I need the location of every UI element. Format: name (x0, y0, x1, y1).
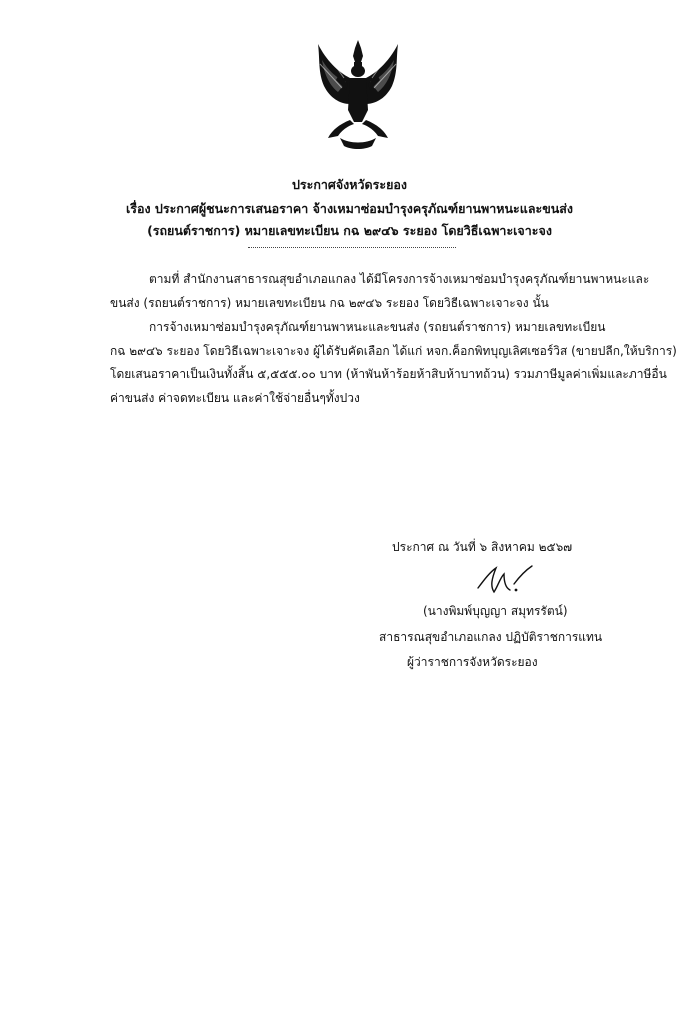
handwritten-signature-icon (470, 558, 560, 600)
signer-name: (นางพิมพ์บุญญา สมุทรรัตน์) (423, 604, 568, 618)
paragraph-line: ตามที่ สำนักงานสาธารณสุขอำเภอแกลง ได้มีโครงการจ้างเหมาซ่อมบำรุงครุภัณฑ์ยานพาหนะและ (149, 272, 650, 286)
signer-authority: ผู้ว่าราชการจังหวัดระยอง (407, 655, 538, 669)
paragraph-1 (110, 268, 650, 315)
subject-line-1: เรื่อง ประกาศผู้ชนะการเสนอราคา จ้างเหมาซ่อมบำรุงครุภัณฑ์ยานพาหนะและขนส่ง (125, 201, 574, 216)
paragraph-line: กฉ ๒๙๔๖ ระยอง โดยวิธีเฉพาะเจาะจง ผู้ได้รับคัดเลือก ได้แก่ หจก.ค็อกพิทบุญเลิศเซอร์วิส (ขายปลีก,ให้บริการ) (110, 343, 677, 358)
paragraph-2 (110, 316, 677, 410)
garuda-emblem-icon (310, 38, 406, 150)
paragraph-line: โดยเสนอราคาเป็นเงินทั้งสิ้น ๕,๕๕๕.๐๐ บาท (ห้าพันห้าร้อยห้าสิบห้าบาทถ้วน) รวมภาษีมูลค่าเพิ่มและภาษีอื่น (110, 367, 667, 381)
announcement-date: ประกาศ ณ วันที่ ๖ สิงหาคม ๒๕๖๗ (392, 540, 573, 554)
paragraph-line: ค่าขนส่ง ค่าจดทะเบียน และค่าใช้จ่ายอื่นๆทั้งปวง (110, 390, 360, 405)
announcement-title: ประกาศจังหวัดระยอง (291, 177, 408, 192)
paragraph-line: ขนส่ง (รถยนต์ราชการ) หมายเลขทะเบียน กฉ ๒๙๔๖ ระยอง โดยวิธีเฉพาะเจาะจง นั้น (110, 295, 549, 310)
paragraph-line: การจ้างเหมาซ่อมบำรุงครุภัณฑ์ยานพาหนะและขนส่ง (รถยนต์ราชการ) หมายเลขทะเบียน (149, 320, 606, 334)
dotted-divider (248, 247, 456, 248)
signer-position: สาธารณสุขอำเภอแกลง ปฏิบัติราชการแทน (379, 630, 603, 644)
subject-line-2: (รถยนต์ราชการ) หมายเลขทะเบียน กฉ ๒๙๔๖ ระยอง โดยวิธีเฉพาะเจาะจง (147, 223, 552, 238)
